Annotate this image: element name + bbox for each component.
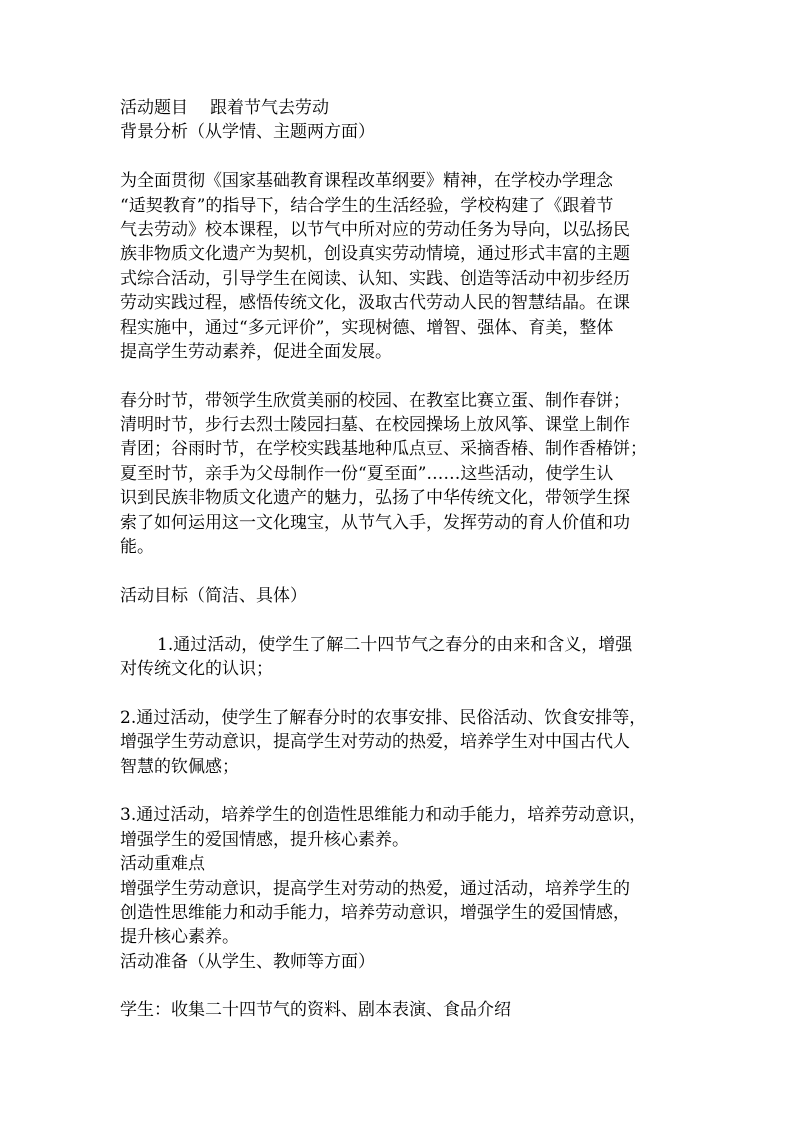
paragraph-line: 索了如何运用这一文化瑰宝，从节气入手，发挥劳动的育人价值和功 — [120, 512, 630, 533]
paragraph-line: 增强学生劳动意识，提高学生对劳动的热爱，培养学生对中国古代人 — [120, 732, 630, 753]
goal-item-2 — [120, 706, 682, 779]
paragraph-line: 清明时节，步行去烈士陵园扫墓、在校园操场上放风筝、课堂上制作 — [120, 415, 630, 436]
activity-title — [120, 96, 682, 120]
paragraph-line: 春分时节，带领学生欣赏美丽的校园、在教室比赛立蛋、制作春饼； — [120, 390, 630, 411]
paragraph-line: 气去劳动》校本课程，以节气中所对应的劳动任务为导向，以弘扬民 — [120, 219, 630, 240]
paragraph-line: 劳动实践过程，感悟传统文化，汲取古代劳动人民的智慧结晶。在课 — [120, 293, 630, 314]
paragraph-line: 智慧的钦佩感； — [120, 756, 239, 777]
background-paragraph-2 — [120, 389, 682, 560]
paragraph-line: 程实施中，通过“多元评价”，实现树德、增智、强体、育美，整体 — [120, 317, 614, 338]
key-points-paragraph — [120, 877, 682, 950]
paragraph-line: 2.通过活动，使学生了解春分时的农事安排、民俗活动、饮食安排等， — [120, 707, 647, 728]
title-label: 活动题目 — [120, 98, 188, 118]
paragraph-line: 提高学生劳动素养，促进全面发展。 — [120, 341, 392, 362]
paragraph-line: 夏至时节，亲手为父母制作一份“夏至面”……这些活动，使学生认 — [120, 463, 614, 484]
paragraph-line: 识到民族非物质文化遗产的魅力，弘扬了中华传统文化，带领学生探 — [120, 488, 630, 509]
paragraph-line: 为全面贯彻《国家基础教育课程改革纲要》精神，在学校办学理念 — [120, 171, 613, 192]
paragraph-line: 1.通过活动，使学生了解二十四节气之春分的由来和含义，增强 — [157, 634, 633, 655]
document-page — [120, 96, 682, 1023]
paragraph-line: 能。 — [120, 537, 154, 558]
paragraph-line: 增强学生劳动意识，提高学生对劳动的热爱，通过活动，培养学生的 — [120, 878, 630, 899]
background-heading: 背景分析（从学情、主题两方面） — [120, 122, 375, 143]
goal-heading: 活动目标（简洁、具体） — [120, 585, 307, 606]
paragraph-line: 式综合活动，引导学生在阅读、认知、实践、创造等活动中初步经历 — [120, 268, 630, 289]
paragraph-line: “适契教育”的指导下，结合学生的生活经验，学校构建了《跟着节 — [120, 195, 614, 216]
preparation-heading: 活动准备（从学生、教师等方面） — [120, 951, 375, 972]
paragraph-line: 提升核心素养。 — [120, 927, 239, 948]
paragraph-line: 3.通过活动，培养学生的创造性思维能力和动手能力，培养劳动意识， — [120, 805, 647, 826]
goal-item-1 — [120, 633, 682, 682]
preparation-student: 学生：收集二十四节气的资料、剧本表演、食品介绍 — [120, 1000, 511, 1021]
goal-item-3 — [120, 803, 682, 852]
paragraph-line: 青团；谷雨时节，在学校实践基地种瓜点豆、采摘香椿、制作香椿饼； — [120, 439, 647, 460]
paragraph-line: 创造性思维能力和动手能力，培养劳动意识，增强学生的爱国情感， — [120, 902, 630, 923]
key-points-heading: 活动重难点 — [120, 854, 205, 875]
paragraph-line: 增强学生的爱国情感，提升核心素养。 — [120, 829, 409, 850]
paragraph-line: 对传统文化的认识； — [120, 658, 273, 679]
background-paragraph-1 — [120, 169, 682, 364]
paragraph-line: 族非物质文化遗产为契机，创设真实劳动情境，通过形式丰富的主题 — [120, 244, 630, 265]
title-value: 跟着节气去劳动 — [210, 98, 329, 118]
